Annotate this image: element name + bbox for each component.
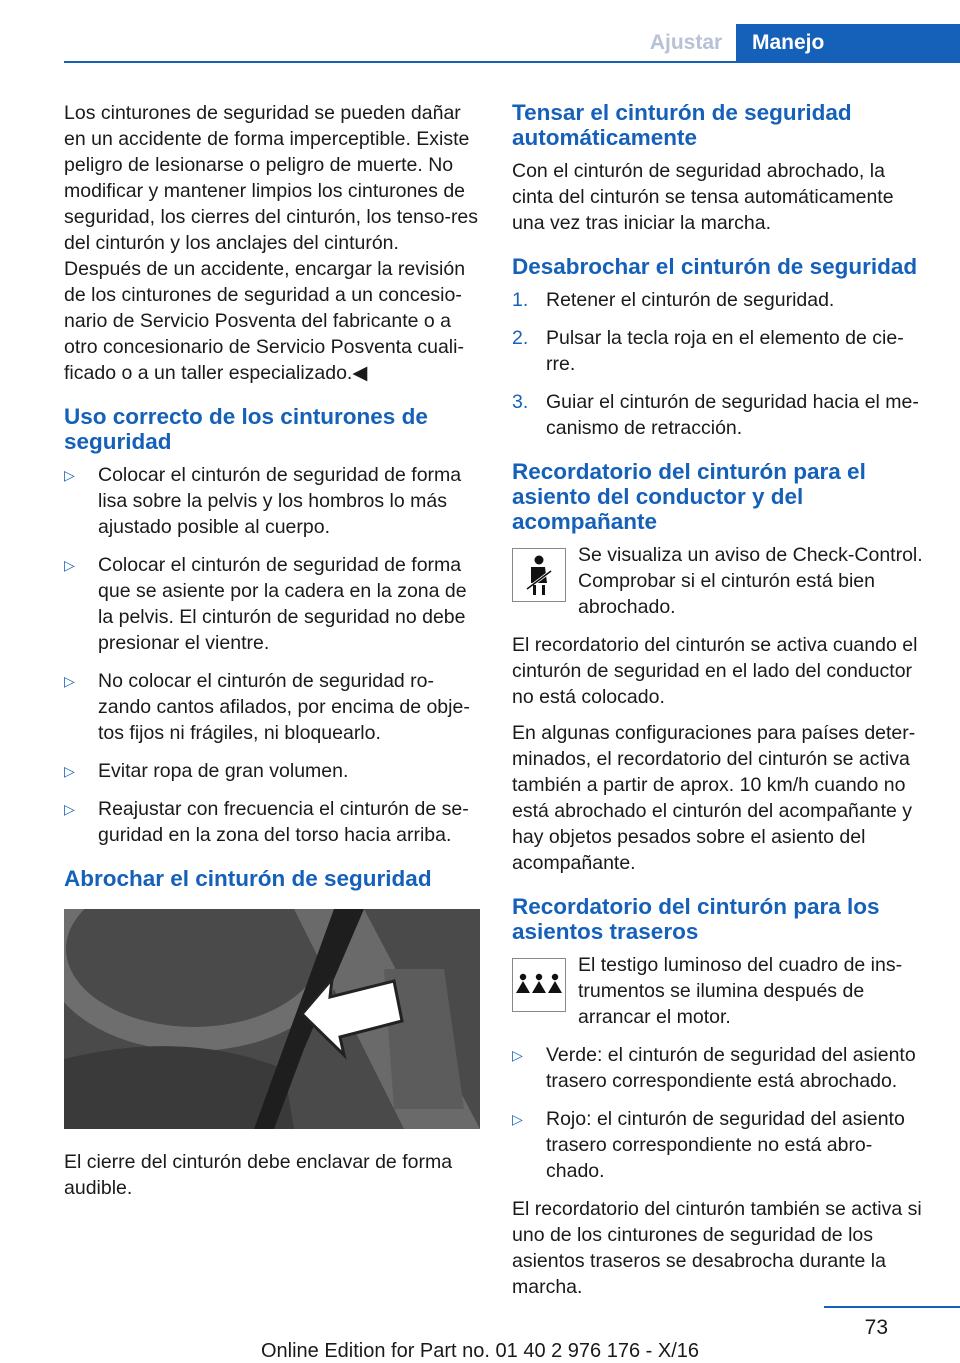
triangle-bullet-icon: ▷ — [64, 557, 75, 573]
footer-text: Online Edition for Part no. 01 40 2 976 176 - X/16 — [260, 1340, 700, 1362]
seatbelt-warning-icon — [512, 548, 566, 602]
list-item: ▷ Colocar el cinturón de seguridad de forma lisa sobre la pelvis y los hombros lo más ajustado posible al cuerpo. — [64, 464, 462, 538]
list-item: ▷ Verde: el cinturón de seguridad del asiento trasero correspondiente está abrochado. — [512, 1044, 916, 1092]
rear-list — [512, 1042, 930, 1184]
triangle-bullet-icon: ▷ — [64, 673, 75, 689]
intro-paragraph: Los cinturones de seguridad se pueden dañar en un accidente de forma imperceptible. Existe peligro de lesionarse o peligro de muerte. No modificar y mantener limpios los cinturones de seguridad, los cierres del cinturón, los tenso-res del cinturón y los anclajes del cinturón. Después de un accidente, encargar la revisión de los cinturones de seguridad a un concesio-nario de Servicio Posventa del fabricante o a otro concesionario de Servicio Posventa cuali-ficado o a un taller especializado.◀ — [64, 102, 479, 384]
heading-tensar: Tensar el cinturón de seguridad automáticamente — [512, 100, 852, 150]
seatbelt-buckle-photo — [64, 909, 480, 1129]
recordatorio-paragraph-2: En algunas configuraciones para países deter-minados, el recordatorio del cinturón se activa también a partir de aprox. 10 km/h cuando no está abrochado el cinturón del acompañante y hay objetos pesados sobre el asiento del acompañante. — [512, 722, 916, 874]
list-item: 1. Retener el cinturón de seguridad. — [512, 289, 835, 311]
rear-indicator-text: El testigo luminoso del cuadro de ins-trumentos se ilumina después de arrancar el motor. — [578, 954, 903, 1028]
header-bar — [0, 0, 960, 64]
steps-list — [512, 287, 930, 441]
triangle-bullet-icon: ▷ — [64, 763, 75, 779]
photo-caption: El cierre del cinturón debe enclavar de forma audible. — [64, 1151, 453, 1199]
list-item: ▷ No colocar el cinturón de seguridad ro-zando cantos afilados, por encima de obje-tos fijos ni frágiles, ni bloquearlo. — [64, 670, 470, 744]
check-control-text: Se visualiza un aviso de Check-Control. Comprobar si el cinturón está bien abrochado. — [578, 544, 923, 618]
triangle-bullet-icon: ▷ — [512, 1111, 523, 1127]
left-column — [64, 100, 480, 1211]
icon-note-check-control — [512, 542, 930, 620]
list-item: 3. Guiar el cinturón de seguridad hacia el me-canismo de retracción. — [512, 391, 919, 439]
tab-ajustar[interactable]: Ajustar — [649, 31, 723, 54]
heading-recordatorio-conductor: Recordatorio del cinturón para el asiento del conductor y del acompañante — [512, 459, 866, 534]
tab-manejo[interactable]: Manejo — [736, 24, 960, 62]
recordatorio-paragraph-1: El recordatorio del cinturón se activa cuando el cinturón de seguridad en el lado del conductor no está colocado. — [512, 634, 918, 708]
list-item: ▷ Evitar ropa de gran volumen. — [64, 760, 349, 782]
page-number: 73 — [864, 1316, 888, 1339]
heading-uso-correcto: Uso correcto de los cinturones de seguridad — [64, 404, 428, 454]
triangle-bullet-icon: ▷ — [64, 467, 75, 483]
list-item: ▷ Reajustar con frecuencia el cinturón de se-guridad en la zona del torso hacia arriba. — [64, 798, 469, 846]
triangle-bullet-icon: ▷ — [64, 801, 75, 817]
header-rule — [64, 61, 960, 63]
heading-abrochar: Abrochar el cinturón de seguridad — [64, 866, 432, 891]
heading-desabrochar: Desabrochar el cinturón de seguridad — [512, 254, 918, 279]
triangle-bullet-icon: ▷ — [512, 1047, 523, 1063]
list-item: ▷ Rojo: el cinturón de seguridad del asiento trasero correspondiente no está abro-chado. — [512, 1108, 905, 1182]
heading-recordatorio-traseros: Recordatorio del cinturón para los asientos traseros — [512, 894, 880, 944]
right-column — [512, 100, 930, 1310]
rear-paragraph: El recordatorio del cinturón también se activa si uno de los cinturones de seguridad de los asientos traseros se desabrocha durante la marcha. — [512, 1198, 922, 1298]
uso-list — [64, 462, 480, 848]
list-item: ▷ Colocar el cinturón de seguridad de forma que se asiente por la cadera en la zona de la pelvis. El cinturón de seguridad no debe presionar el vientre. — [64, 554, 467, 654]
footer-rule — [824, 1306, 960, 1308]
icon-note-rear — [512, 952, 930, 1030]
rear-seatbelt-indicator-icon — [512, 958, 566, 1012]
tensar-paragraph: Con el cinturón de seguridad abrochado, la cinta del cinturón se tensa automáticamente una vez tras iniciar la marcha. — [512, 160, 894, 234]
list-item: 2. Pulsar la tecla roja en el elemento de cie-rre. — [512, 327, 904, 375]
